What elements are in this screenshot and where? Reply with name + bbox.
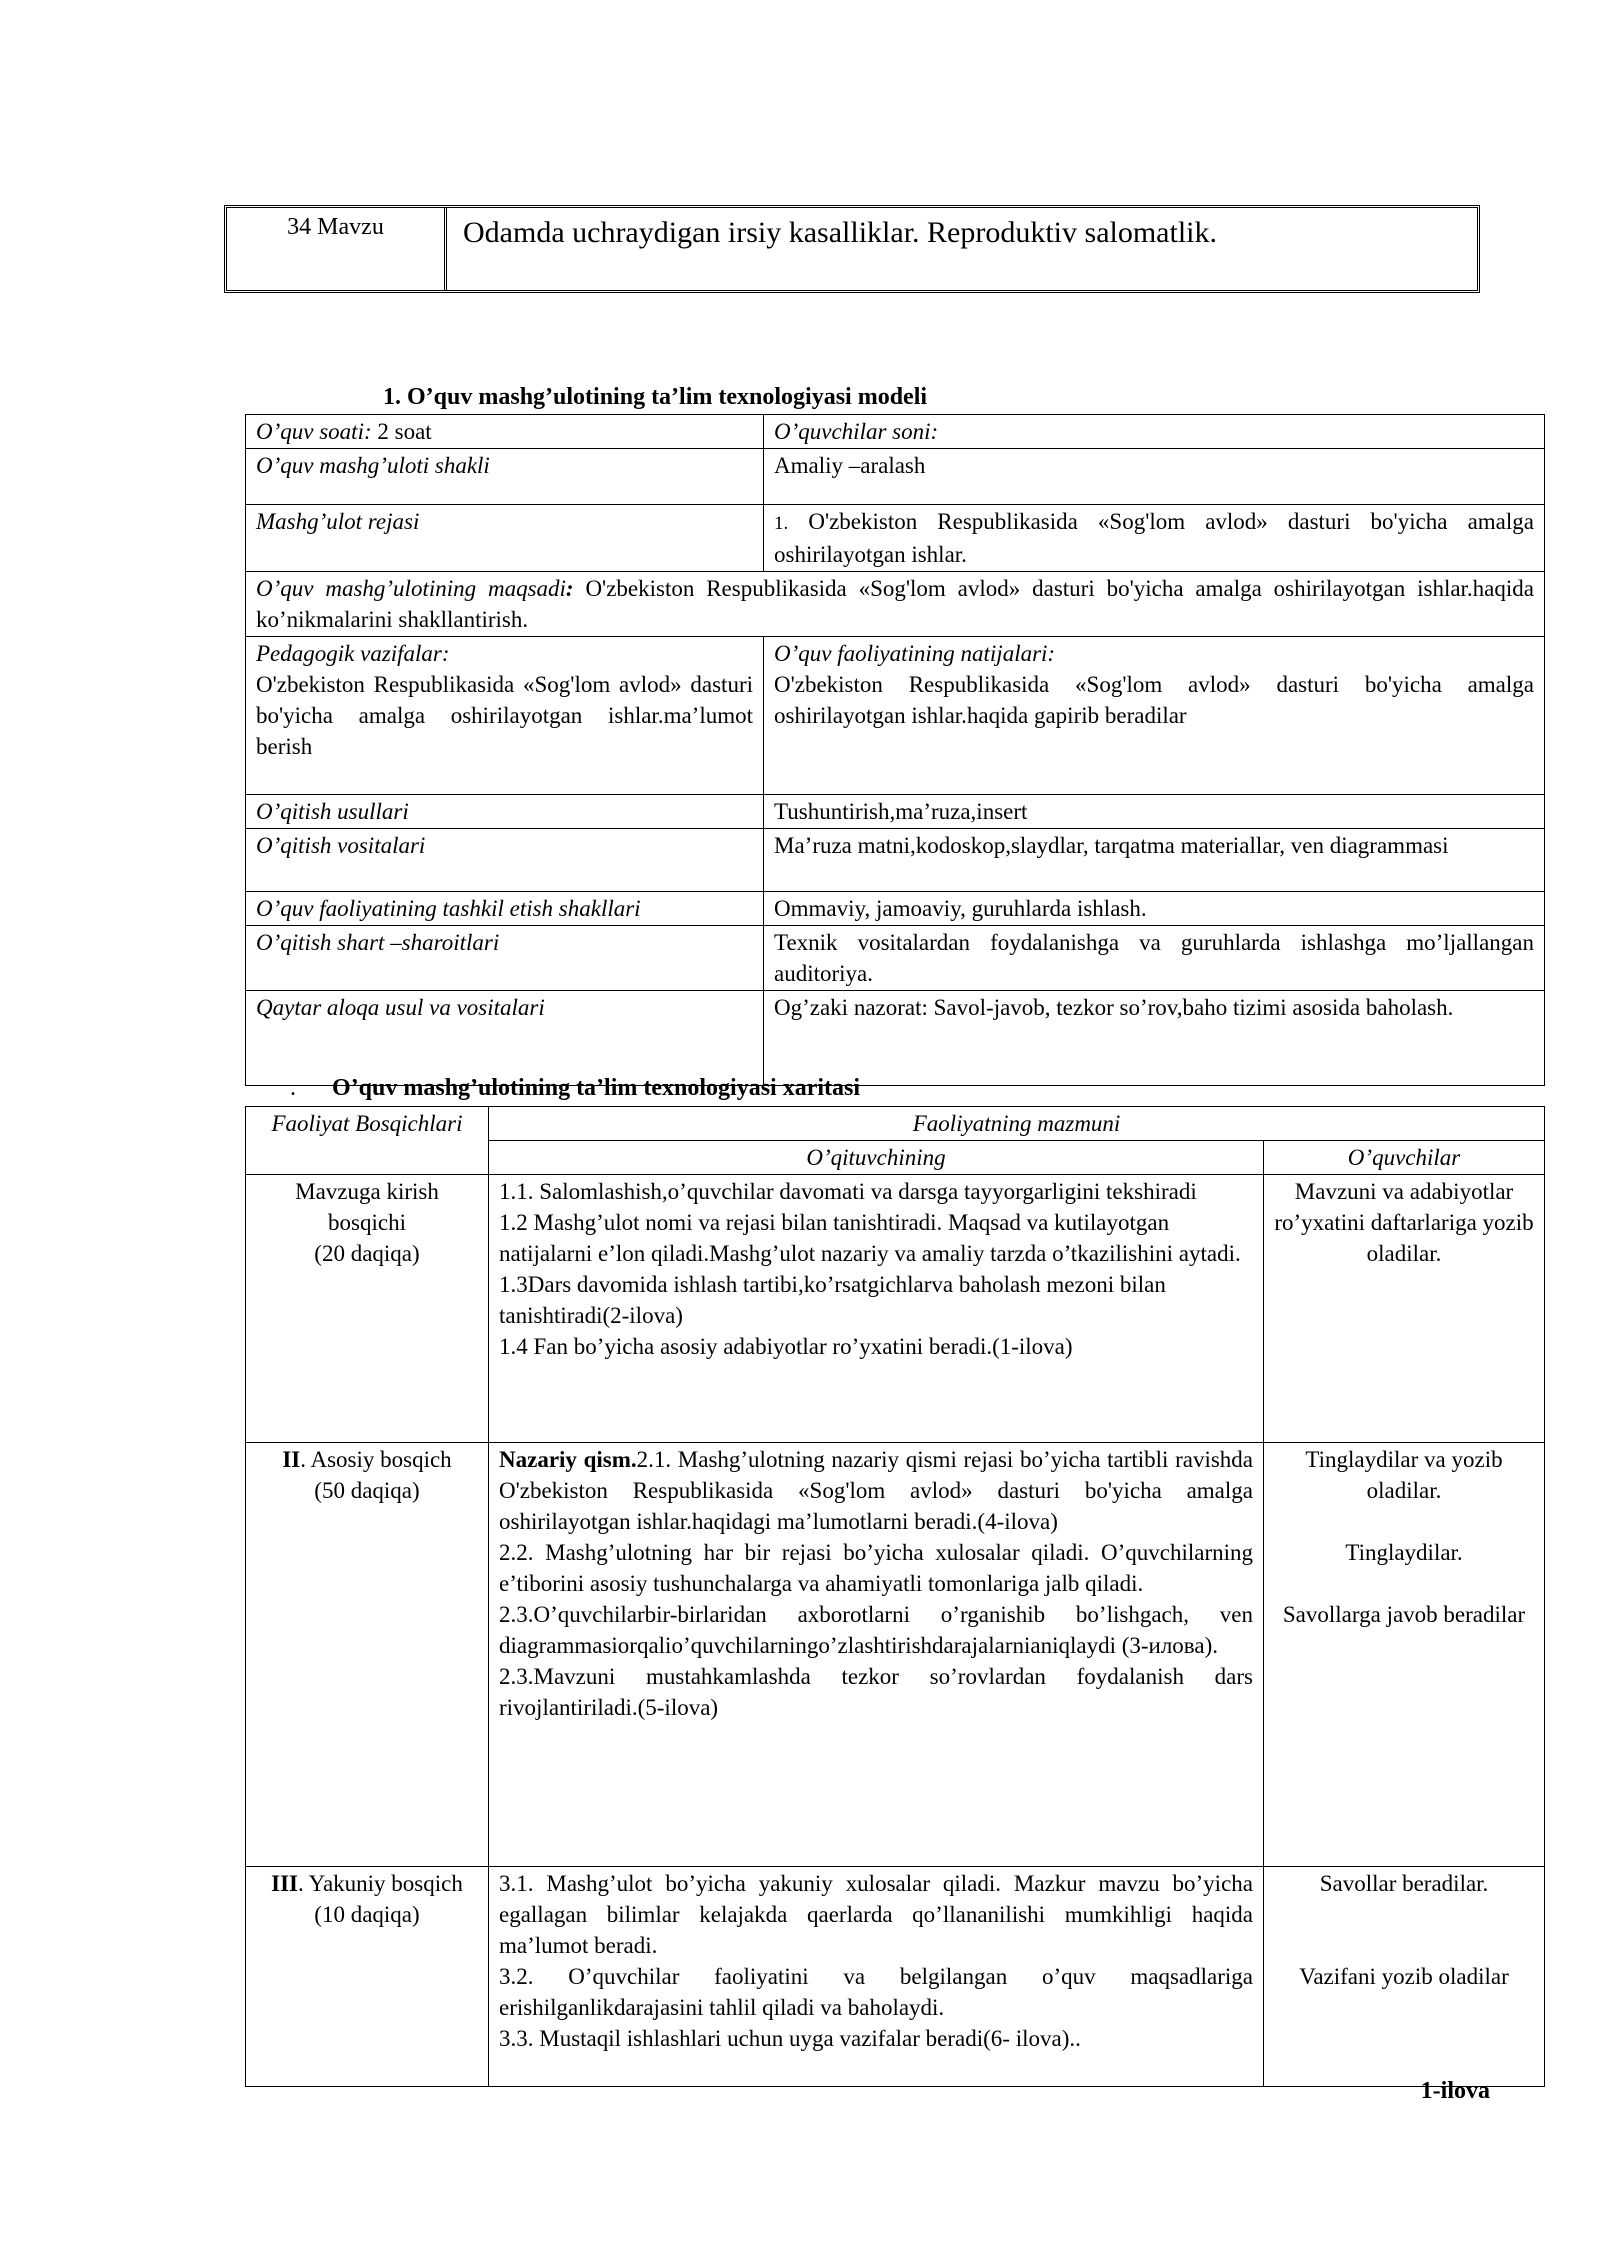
map-header-row [246,1107,1545,1141]
plan-value: O'zbekiston Respublikasida «Sog'lom avlod» dasturi bo'yicha amalga oshirilayotgan ishlar. [774,509,1534,567]
map-heading-line [290,1075,860,1102]
plan-label: Mashg’ulot rejasi [246,505,764,572]
stage2-students-item: Savollarga javob beradilar [1282,1602,1526,1627]
org-value: Ommaviy, jamoaviy, guruhlarda ishlash. [764,892,1545,926]
stage3-students-item: Savollar beradilar. [1319,1871,1489,1896]
stage3-name: . Yakuniy bosqich [298,1871,463,1896]
stage2-teacher-item: 2.3.O’quvchilarbir-birlaridan axborotlarni o’rganishib bo’lishgach, ven diagrammasiorqalio’quvchilarningo’zlashtirishdarajalarnianiqlaydi (3-илова). [499,1602,1253,1658]
hours-value: 2 soat [371,419,432,444]
topic-title: Odamda uchraydigan irsiy kasalliklar. Reproduktiv salomatlik. [463,216,1217,249]
map-heading-dot: . [290,1075,296,1101]
goal-label: O’quv mashg’ulotining maqsadi [256,576,566,601]
stage1-teacher-item: 1.2 Mashg’ulot nomi va rejasi bilan tanishtiradi. Maqsad va kutilayotgan natijalarni e’lon qiladi.Mashg’ulot nazariy va amaliy tarzda o’tkazilishini aytadi. [499,1210,1241,1266]
model-heading: 1. O’quv mashg’ulotining ta’lim texnologiyasi modeli [383,384,928,410]
org-label: O’quv faoliyatining tashkil etish shakllari [246,892,764,926]
goal-colon: : [565,576,574,601]
stage1-teacher-item: 1.1. Salomlashish,o’quvchilar davomati va darsga tayyorgarligini tekshiradi [499,1179,1197,1204]
results-value: O'zbekiston Respublikasida «Sog'lom avlod» dasturi bo'yicha amalga oshirilayotgan ishlar.haqida gapirib beradilar [774,672,1534,728]
form-value: Amaliy –aralash [764,449,1545,505]
stage2-duration: (50 daqiqa) [314,1478,420,1503]
hours-label: O’quv soati: [256,419,372,444]
stage2-students-item: Tinglaydilar va yozib oladilar. [1305,1447,1503,1503]
form-label: O’quv mashg’uloti shakli [246,449,764,505]
feedback-value: Og’zaki nazorat: Savol-javob, tezkor so’rov,baho tizimi asosida baholash. [764,991,1545,1086]
stage3-students-item: Vazifani yozib oladilar [1299,1964,1509,1989]
stage3-teacher-item: 3.3. Mustaqil ishlashlari uchun uyga vazifalar beradi(6- ilova).. [499,2026,1081,2051]
results-label: O’quv faoliyatining natijalari: [774,641,1056,666]
stage2-teacher-item: 2.1. Mashg’ulotning nazariy qismi rejasi bo’yicha tartibli ravishda O'zbekiston Respublikasida «Sog'lom avlod» dasturi bo'yicha amalga oshirilayotgan ishlar.haqidagi ma’lumotlarni beradi.(4-ilova) [499,1447,1253,1534]
tools-label: O’qitish vositalari [246,829,764,892]
map-table [245,1106,1545,2087]
tasks-value: O'zbekiston Respublikasida «Sog'lom avlod» dasturi bo'yicha amalga oshirilayotgan ishlar.ma’lumot berish [256,672,753,759]
conditions-label: O’qitish shart –sharoitlari [246,926,764,991]
map-heading: O’quv mashg’ulotining ta’lim texnologiyasi xaritasi [332,1075,861,1101]
model-row-conditions [246,926,1545,991]
tools-value: Ma’ruza matni,kodoskop,slaydlar, tarqatma materiallar, ven diagrammasi [764,829,1545,892]
stage1-students: Mavzuni va adabiyotlar ro’yxatini daftarlariga yozib oladilar. [1264,1175,1545,1443]
model-row-tasks [246,637,1545,795]
map-row-stage3 [246,1867,1545,2087]
plan-number: 1. [774,513,789,534]
model-row-feedback [246,991,1545,1086]
map-row-stage2 [246,1443,1545,1867]
model-row-goal [246,572,1545,637]
methods-value: Tushuntirish,ma’ruza,insert [764,795,1545,829]
stage1-teacher-item: 1.3Dars davomida ishlash tartibi,ko’rsatgichlarva baholash mezoni bilan tanishtiradi(2-ilova) [499,1272,1166,1328]
goal-value: O'zbekiston Respublikasida «Sog'lom avlod» dasturi bo'yicha amalga oshirilayotgan ishlar.haqida ko’nikmalarini shakllantirish. [256,576,1534,632]
methods-label: O’qitish usullari [246,795,764,829]
topic-number: 34 Mavzu [227,208,447,290]
model-table [245,414,1545,1086]
stage1-name: Mavzuga kirish bosqichi [295,1179,439,1235]
stage3-duration: (10 daqiqa) [314,1902,420,1927]
stage2-name: . Asosiy bosqich [300,1447,452,1472]
model-row-plan [246,505,1545,572]
stage2-teacher-item: 2.3.Mavzuni mustahkamlashda tezkor so’rovlardan foydalanish dars rivojlantiriladi.(5-ilova) [499,1664,1253,1720]
stage2-students-item: Tinglaydilar. [1345,1540,1463,1565]
model-row-tools [246,829,1545,892]
students-label: O’quvchilar soni: [764,415,1545,449]
stage1-teacher-item: 1.4 Fan bo’yicha asosiy adabiyotlar ro’yxatini beradi.(1-ilova) [499,1334,1073,1359]
tasks-label: Pedagogik vazifalar: [256,641,450,666]
col-students: O’quvchilar [1264,1141,1545,1175]
stage2-teacher-item: 2.2. Mashg’ulotning har bir rejasi bo’yicha xulosalar qiladi. O’quvchilarning e’tiborini asosiy tushunchalarga va ahamiyatli tomonlariga jalb qiladi. [499,1540,1253,1596]
map-row-stage1 [246,1175,1545,1443]
appendix-label: 1-ilova [1420,2078,1490,2104]
stage3-teacher-item: 3.1. Mashg’ulot bo’yicha yakuniy xulosalar qiladi. Mazkur mavzu bo’yicha egallagan bilimlar kelajakda qaerlarda qo’llananilishi mumkihligi haqida ma’lumot beradi. [499,1871,1253,1958]
col-teacher: O’qituvchining [489,1141,1264,1175]
col-stages: Faoliyat Bosqichlari [246,1107,489,1175]
stage2-theory-label: Nazariy qism. [499,1447,637,1472]
model-row-hours [246,415,1545,449]
col-content: Faoliyatning mazmuni [489,1107,1545,1141]
model-row-org [246,892,1545,926]
model-row-form [246,449,1545,505]
topic-header-box [224,205,1480,293]
model-row-methods [246,795,1545,829]
stage2-roman: II [282,1447,301,1472]
stage1-duration: (20 daqiqa) [314,1241,420,1266]
conditions-value: Texnik vositalardan foydalanishga va guruhlarda ishlashga mo’ljallangan auditoriya. [764,926,1545,991]
stage3-teacher-item: 3.2. O’quvchilar faoliyatini va belgilangan o’quv maqsadlariga erishilganlikdarajasini tahlil qiladi va baholaydi. [499,1964,1253,2020]
feedback-label: Qaytar aloqa usul va vositalari [246,991,764,1086]
stage3-roman: III [271,1871,298,1896]
